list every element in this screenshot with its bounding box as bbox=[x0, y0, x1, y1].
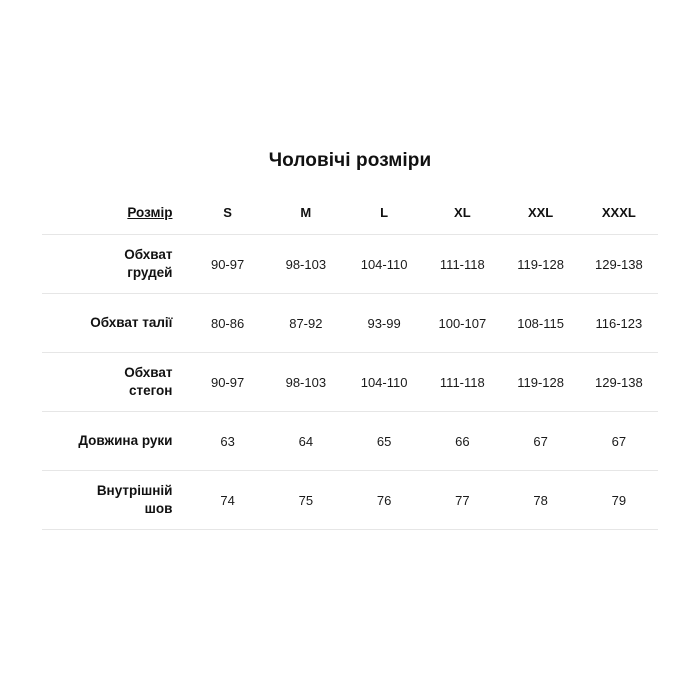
cell-chest-xxxl: 129-138 bbox=[580, 235, 658, 294]
cell-sleeve-s: 63 bbox=[188, 412, 266, 471]
cell-hips-l: 104-110 bbox=[345, 353, 423, 412]
cell-hips-m: 98-103 bbox=[267, 353, 345, 412]
header-size-s: S bbox=[188, 190, 266, 235]
header-size-label: Розмір bbox=[42, 190, 188, 235]
row-label-line: Довжина руки bbox=[78, 433, 173, 448]
table-row bbox=[42, 294, 658, 353]
cell-waist-xxxl: 116-123 bbox=[580, 294, 658, 353]
cell-inseam-xl: 77 bbox=[423, 471, 501, 530]
cell-inseam-l: 76 bbox=[345, 471, 423, 530]
table-header bbox=[42, 190, 658, 235]
cell-hips-xxxl: 129-138 bbox=[580, 353, 658, 412]
cell-chest-l: 104-110 bbox=[345, 235, 423, 294]
cell-waist-s: 80-86 bbox=[188, 294, 266, 353]
header-size-xl: XL bbox=[423, 190, 501, 235]
header-size-m: M bbox=[267, 190, 345, 235]
table-row bbox=[42, 412, 658, 471]
row-label-line: шов bbox=[144, 501, 173, 516]
row-label-line: Внутрішній bbox=[96, 483, 173, 498]
cell-chest-xl: 111-118 bbox=[423, 235, 501, 294]
row-label-line: стегон bbox=[128, 383, 173, 398]
table-row bbox=[42, 471, 658, 530]
page-title: Чоловічі розміри bbox=[268, 150, 432, 171]
row-label-waist bbox=[42, 294, 188, 353]
cell-sleeve-xxxl: 67 bbox=[580, 412, 658, 471]
cell-hips-xxl: 119-128 bbox=[501, 353, 579, 412]
table-row bbox=[42, 353, 658, 412]
cell-hips-xl: 111-118 bbox=[423, 353, 501, 412]
table-body bbox=[42, 235, 658, 530]
cell-chest-m: 98-103 bbox=[267, 235, 345, 294]
cell-waist-xl: 100-107 bbox=[423, 294, 501, 353]
cell-hips-s: 90-97 bbox=[188, 353, 266, 412]
row-label-inseam bbox=[42, 471, 188, 530]
table-row bbox=[42, 235, 658, 294]
cell-sleeve-xl: 66 bbox=[423, 412, 501, 471]
row-label-line: Обхват bbox=[124, 365, 173, 380]
row-label-hips bbox=[42, 353, 188, 412]
cell-inseam-m: 75 bbox=[267, 471, 345, 530]
cell-waist-m: 87-92 bbox=[267, 294, 345, 353]
header-size-xxl: XXL bbox=[501, 190, 579, 235]
row-label-line: грудей bbox=[127, 265, 173, 280]
cell-inseam-xxxl: 79 bbox=[580, 471, 658, 530]
size-table bbox=[42, 190, 658, 530]
cell-chest-s: 90-97 bbox=[188, 235, 266, 294]
size-table-container bbox=[42, 190, 658, 530]
header-size-xxxl: XXXL bbox=[580, 190, 658, 235]
cell-sleeve-m: 64 bbox=[267, 412, 345, 471]
cell-inseam-s: 74 bbox=[188, 471, 266, 530]
cell-chest-xxl: 119-128 bbox=[501, 235, 579, 294]
table-header-row bbox=[42, 190, 658, 235]
row-label-line: Обхват талії bbox=[90, 315, 173, 330]
cell-sleeve-l: 65 bbox=[345, 412, 423, 471]
row-label-sleeve bbox=[42, 412, 188, 471]
header-size-l: L bbox=[345, 190, 423, 235]
cell-waist-xxl: 108-115 bbox=[501, 294, 579, 353]
row-label-line: Обхват bbox=[124, 247, 173, 262]
row-label-chest bbox=[42, 235, 188, 294]
cell-inseam-xxl: 78 bbox=[501, 471, 579, 530]
cell-waist-l: 93-99 bbox=[345, 294, 423, 353]
cell-sleeve-xxl: 67 bbox=[501, 412, 579, 471]
